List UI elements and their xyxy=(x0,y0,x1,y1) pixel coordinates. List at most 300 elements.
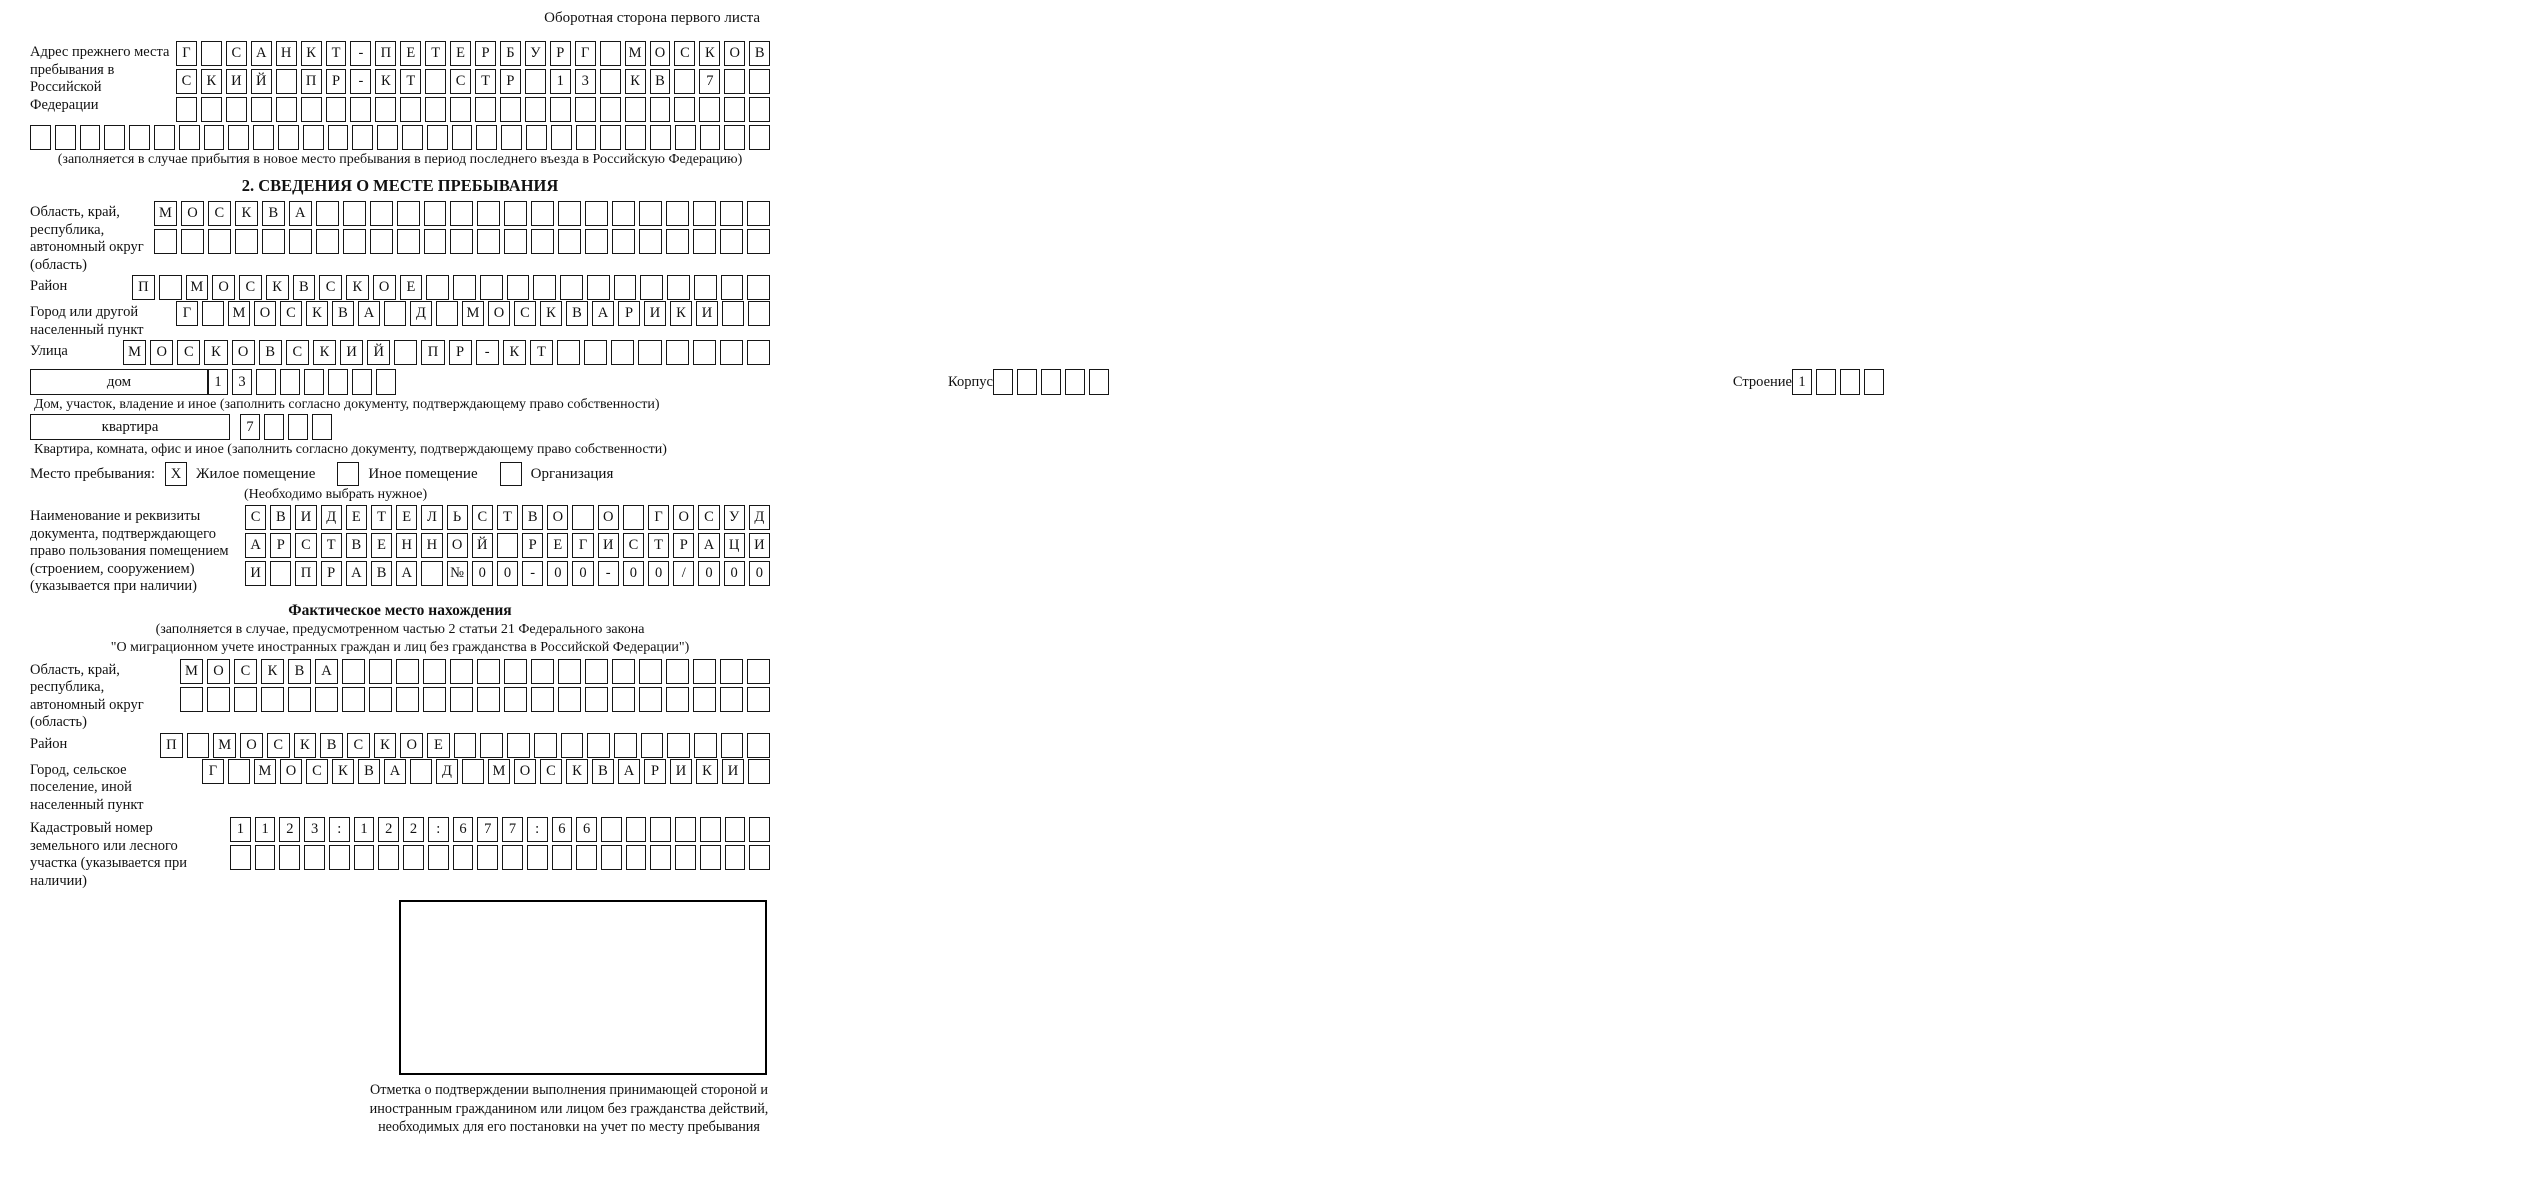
char-cell[interactable] xyxy=(526,125,547,150)
char-cell[interactable] xyxy=(650,125,671,150)
char-cell[interactable]: С xyxy=(226,41,247,66)
char-cell[interactable]: А xyxy=(245,533,266,558)
char-cell[interactable] xyxy=(675,125,696,150)
char-cell[interactable] xyxy=(675,817,696,842)
char-cell[interactable] xyxy=(454,733,477,758)
char-cell[interactable]: С xyxy=(514,301,536,326)
char-cell[interactable] xyxy=(550,97,571,122)
char-cell[interactable]: И xyxy=(340,340,363,365)
char-cell[interactable] xyxy=(202,301,224,326)
char-cell[interactable] xyxy=(477,201,500,226)
char-cell[interactable] xyxy=(638,340,661,365)
char-cell[interactable]: Д xyxy=(410,301,432,326)
char-cell[interactable] xyxy=(576,845,597,870)
char-cell[interactable]: - xyxy=(598,561,619,586)
char-cell[interactable] xyxy=(558,201,581,226)
char-cell[interactable]: С xyxy=(208,201,231,226)
char-cell[interactable]: 7 xyxy=(240,414,260,440)
char-cell[interactable]: С xyxy=(540,759,562,784)
char-cell[interactable] xyxy=(749,69,770,94)
char-cell[interactable] xyxy=(154,229,177,254)
char-cell[interactable] xyxy=(749,97,770,122)
char-cell[interactable]: П xyxy=(421,340,444,365)
char-cell[interactable]: Т xyxy=(530,340,553,365)
char-cell[interactable] xyxy=(533,275,556,300)
char-cell[interactable] xyxy=(587,275,610,300)
char-cell[interactable] xyxy=(666,687,689,712)
char-cell[interactable] xyxy=(587,733,610,758)
char-cell[interactable]: К xyxy=(204,340,227,365)
char-cell[interactable]: Е xyxy=(346,505,367,530)
char-cell[interactable] xyxy=(352,125,373,150)
char-cell[interactable] xyxy=(748,759,770,784)
char-cell[interactable] xyxy=(129,125,150,150)
char-cell[interactable] xyxy=(625,97,646,122)
char-cell[interactable]: Т xyxy=(497,505,518,530)
char-cell[interactable]: М xyxy=(123,340,146,365)
char-cell[interactable] xyxy=(531,201,554,226)
char-cell[interactable]: С xyxy=(176,69,197,94)
char-cell[interactable] xyxy=(384,301,406,326)
char-cell[interactable]: К xyxy=(566,759,588,784)
char-cell[interactable] xyxy=(261,687,284,712)
char-cell[interactable]: В xyxy=(288,659,311,684)
factual-region-row-1[interactable] xyxy=(180,659,770,684)
char-cell[interactable]: К xyxy=(332,759,354,784)
char-cell[interactable]: Г xyxy=(572,533,593,558)
char-cell[interactable] xyxy=(640,275,663,300)
char-cell[interactable] xyxy=(480,733,503,758)
char-cell[interactable] xyxy=(400,97,421,122)
char-cell[interactable]: 1 xyxy=(1792,369,1812,395)
char-cell[interactable] xyxy=(410,759,432,784)
char-cell[interactable]: М xyxy=(154,201,177,226)
char-cell[interactable] xyxy=(666,659,689,684)
char-cell[interactable] xyxy=(693,659,716,684)
char-cell[interactable]: К xyxy=(699,41,720,66)
char-cell[interactable]: 1 xyxy=(255,817,276,842)
char-cell[interactable]: Б xyxy=(500,41,521,66)
char-cell[interactable] xyxy=(253,125,274,150)
char-cell[interactable]: Е xyxy=(427,733,450,758)
char-cell[interactable]: Г xyxy=(575,41,596,66)
char-cell[interactable]: К xyxy=(503,340,526,365)
checkbox-organization[interactable] xyxy=(500,462,522,486)
char-cell[interactable]: Е xyxy=(450,41,471,66)
char-cell[interactable] xyxy=(375,97,396,122)
apartment-number-cells[interactable] xyxy=(240,414,980,440)
char-cell[interactable] xyxy=(747,229,770,254)
char-cell[interactable]: С xyxy=(267,733,290,758)
char-cell[interactable]: 0 xyxy=(749,561,770,586)
prev-address-row-3[interactable] xyxy=(176,97,770,122)
char-cell[interactable] xyxy=(693,340,716,365)
char-cell[interactable]: О xyxy=(254,301,276,326)
char-cell[interactable] xyxy=(585,659,608,684)
char-cell[interactable]: В xyxy=(358,759,380,784)
char-cell[interactable]: В xyxy=(749,41,770,66)
char-cell[interactable]: А xyxy=(358,301,380,326)
char-cell[interactable] xyxy=(176,97,197,122)
char-cell[interactable] xyxy=(749,845,770,870)
char-cell[interactable] xyxy=(639,229,662,254)
char-cell[interactable] xyxy=(312,414,332,440)
char-cell[interactable] xyxy=(641,733,664,758)
char-cell[interactable]: М xyxy=(488,759,510,784)
char-cell[interactable] xyxy=(354,845,375,870)
char-cell[interactable] xyxy=(276,97,297,122)
char-cell[interactable] xyxy=(276,69,297,94)
char-cell[interactable] xyxy=(402,125,423,150)
stroenie-cells[interactable] xyxy=(1792,369,2532,395)
char-cell[interactable] xyxy=(377,125,398,150)
char-cell[interactable] xyxy=(557,340,580,365)
char-cell[interactable] xyxy=(376,369,396,395)
char-cell[interactable] xyxy=(343,201,366,226)
char-cell[interactable]: 2 xyxy=(279,817,300,842)
char-cell[interactable] xyxy=(626,817,647,842)
char-cell[interactable] xyxy=(255,845,276,870)
char-cell[interactable]: О xyxy=(724,41,745,66)
char-cell[interactable] xyxy=(724,69,745,94)
char-cell[interactable] xyxy=(600,41,621,66)
char-cell[interactable] xyxy=(304,845,325,870)
char-cell[interactable] xyxy=(462,759,484,784)
char-cell[interactable]: С xyxy=(623,533,644,558)
char-cell[interactable]: О xyxy=(598,505,619,530)
char-cell[interactable]: К xyxy=(625,69,646,94)
char-cell[interactable]: М xyxy=(625,41,646,66)
char-cell[interactable] xyxy=(639,659,662,684)
char-cell[interactable] xyxy=(614,733,637,758)
char-cell[interactable] xyxy=(585,201,608,226)
char-cell[interactable]: К xyxy=(540,301,562,326)
char-cell[interactable]: А xyxy=(251,41,272,66)
char-cell[interactable]: Р xyxy=(618,301,640,326)
char-cell[interactable] xyxy=(427,125,448,150)
char-cell[interactable]: И xyxy=(722,759,744,784)
char-cell[interactable]: Р xyxy=(673,533,694,558)
prev-address-row-2[interactable] xyxy=(176,69,770,94)
char-cell[interactable]: А xyxy=(346,561,367,586)
char-cell[interactable] xyxy=(425,97,446,122)
char-cell[interactable] xyxy=(600,97,621,122)
char-cell[interactable] xyxy=(397,201,420,226)
char-cell[interactable] xyxy=(693,229,716,254)
char-cell[interactable] xyxy=(601,845,622,870)
city-row[interactable] xyxy=(176,301,770,326)
char-cell[interactable]: К xyxy=(266,275,289,300)
char-cell[interactable]: Т xyxy=(425,41,446,66)
char-cell[interactable]: К xyxy=(294,733,317,758)
char-cell[interactable] xyxy=(477,845,498,870)
char-cell[interactable]: Т xyxy=(475,69,496,94)
char-cell[interactable] xyxy=(396,659,419,684)
char-cell[interactable]: М xyxy=(213,733,236,758)
char-cell[interactable]: К xyxy=(375,69,396,94)
char-cell[interactable]: № xyxy=(447,561,468,586)
char-cell[interactable]: П xyxy=(301,69,322,94)
char-cell[interactable] xyxy=(423,659,446,684)
char-cell[interactable]: О xyxy=(232,340,255,365)
checkbox-other-premises[interactable] xyxy=(337,462,359,486)
char-cell[interactable] xyxy=(424,229,447,254)
char-cell[interactable]: 7 xyxy=(699,69,720,94)
char-cell[interactable]: Е xyxy=(547,533,568,558)
char-cell[interactable]: 0 xyxy=(472,561,493,586)
char-cell[interactable]: О xyxy=(207,659,230,684)
char-cell[interactable] xyxy=(342,687,365,712)
char-cell[interactable] xyxy=(480,275,503,300)
char-cell[interactable] xyxy=(396,687,419,712)
char-cell[interactable] xyxy=(748,301,770,326)
char-cell[interactable]: П xyxy=(295,561,316,586)
char-cell[interactable]: Т xyxy=(371,505,392,530)
char-cell[interactable] xyxy=(552,845,573,870)
char-cell[interactable] xyxy=(315,687,338,712)
char-cell[interactable] xyxy=(626,845,647,870)
char-cell[interactable] xyxy=(426,275,449,300)
char-cell[interactable]: К xyxy=(306,301,328,326)
char-cell[interactable] xyxy=(531,229,554,254)
char-cell[interactable] xyxy=(159,275,182,300)
char-cell[interactable]: 6 xyxy=(552,817,573,842)
char-cell[interactable]: К xyxy=(235,201,258,226)
char-cell[interactable]: 0 xyxy=(724,561,745,586)
korpus-cells[interactable] xyxy=(993,369,1733,395)
char-cell[interactable] xyxy=(280,369,300,395)
char-cell[interactable] xyxy=(693,687,716,712)
char-cell[interactable] xyxy=(666,201,689,226)
char-cell[interactable] xyxy=(725,817,746,842)
document-row-1[interactable] xyxy=(245,505,770,530)
char-cell[interactable] xyxy=(639,201,662,226)
char-cell[interactable] xyxy=(475,97,496,122)
char-cell[interactable]: В xyxy=(320,733,343,758)
char-cell[interactable]: С xyxy=(319,275,342,300)
char-cell[interactable]: А xyxy=(698,533,719,558)
char-cell[interactable] xyxy=(525,69,546,94)
char-cell[interactable]: А xyxy=(384,759,406,784)
char-cell[interactable] xyxy=(316,201,339,226)
char-cell[interactable]: В xyxy=(650,69,671,94)
char-cell[interactable]: 0 xyxy=(547,561,568,586)
char-cell[interactable]: Е xyxy=(396,505,417,530)
char-cell[interactable] xyxy=(558,659,581,684)
char-cell[interactable] xyxy=(328,125,349,150)
char-cell[interactable]: С xyxy=(674,41,695,66)
char-cell[interactable] xyxy=(477,659,500,684)
factual-district-row[interactable] xyxy=(160,733,770,758)
char-cell[interactable]: К xyxy=(261,659,284,684)
char-cell[interactable]: В xyxy=(293,275,316,300)
char-cell[interactable] xyxy=(558,687,581,712)
char-cell[interactable]: С xyxy=(306,759,328,784)
char-cell[interactable] xyxy=(724,97,745,122)
char-cell[interactable]: О xyxy=(673,505,694,530)
house-number-cells[interactable] xyxy=(208,369,948,395)
char-cell[interactable]: Г xyxy=(176,41,197,66)
char-cell[interactable] xyxy=(453,275,476,300)
char-cell[interactable] xyxy=(694,275,717,300)
checkbox-residential[interactable]: X xyxy=(165,462,187,486)
char-cell[interactable] xyxy=(207,687,230,712)
char-cell[interactable] xyxy=(450,97,471,122)
char-cell[interactable] xyxy=(378,845,399,870)
char-cell[interactable] xyxy=(80,125,101,150)
char-cell[interactable] xyxy=(180,687,203,712)
char-cell[interactable] xyxy=(369,659,392,684)
char-cell[interactable]: : xyxy=(329,817,350,842)
char-cell[interactable]: И xyxy=(295,505,316,530)
char-cell[interactable] xyxy=(234,687,257,712)
char-cell[interactable] xyxy=(625,125,646,150)
char-cell[interactable]: У xyxy=(724,505,745,530)
char-cell[interactable] xyxy=(425,69,446,94)
char-cell[interactable]: Н xyxy=(421,533,442,558)
char-cell[interactable] xyxy=(421,561,442,586)
char-cell[interactable] xyxy=(612,201,635,226)
char-cell[interactable]: Р xyxy=(270,533,291,558)
char-cell[interactable]: Д xyxy=(749,505,770,530)
char-cell[interactable] xyxy=(179,125,200,150)
char-cell[interactable] xyxy=(403,845,424,870)
char-cell[interactable]: М xyxy=(462,301,484,326)
char-cell[interactable] xyxy=(721,733,744,758)
prev-address-row-1[interactable] xyxy=(176,41,770,66)
char-cell[interactable] xyxy=(55,125,76,150)
char-cell[interactable]: С xyxy=(280,301,302,326)
char-cell[interactable] xyxy=(611,340,634,365)
char-cell[interactable] xyxy=(576,125,597,150)
char-cell[interactable] xyxy=(561,733,584,758)
char-cell[interactable] xyxy=(993,369,1013,395)
char-cell[interactable] xyxy=(650,817,671,842)
char-cell[interactable] xyxy=(747,201,770,226)
char-cell[interactable]: К xyxy=(374,733,397,758)
region-row-1[interactable] xyxy=(154,201,770,226)
char-cell[interactable]: М xyxy=(254,759,276,784)
char-cell[interactable] xyxy=(316,229,339,254)
char-cell[interactable] xyxy=(747,733,770,758)
char-cell[interactable]: 0 xyxy=(497,561,518,586)
char-cell[interactable] xyxy=(585,229,608,254)
char-cell[interactable] xyxy=(301,97,322,122)
char-cell[interactable]: А xyxy=(396,561,417,586)
char-cell[interactable] xyxy=(504,201,527,226)
char-cell[interactable]: С xyxy=(177,340,200,365)
char-cell[interactable] xyxy=(476,125,497,150)
char-cell[interactable] xyxy=(394,340,417,365)
char-cell[interactable] xyxy=(504,659,527,684)
char-cell[interactable]: М xyxy=(228,301,250,326)
char-cell[interactable] xyxy=(747,687,770,712)
char-cell[interactable]: О xyxy=(650,41,671,66)
char-cell[interactable] xyxy=(208,229,231,254)
document-row-3[interactable] xyxy=(245,561,770,586)
char-cell[interactable] xyxy=(747,275,770,300)
char-cell[interactable]: 6 xyxy=(576,817,597,842)
char-cell[interactable] xyxy=(666,340,689,365)
char-cell[interactable]: В xyxy=(259,340,282,365)
char-cell[interactable] xyxy=(1041,369,1061,395)
char-cell[interactable] xyxy=(572,505,593,530)
char-cell[interactable] xyxy=(262,229,285,254)
char-cell[interactable] xyxy=(504,229,527,254)
char-cell[interactable]: К xyxy=(346,275,369,300)
char-cell[interactable] xyxy=(504,687,527,712)
char-cell[interactable] xyxy=(747,340,770,365)
char-cell[interactable]: 6 xyxy=(453,817,474,842)
char-cell[interactable]: А xyxy=(592,301,614,326)
char-cell[interactable] xyxy=(436,301,458,326)
char-cell[interactable] xyxy=(693,201,716,226)
char-cell[interactable]: - xyxy=(476,340,499,365)
char-cell[interactable]: 2 xyxy=(378,817,399,842)
char-cell[interactable] xyxy=(288,687,311,712)
char-cell[interactable]: В xyxy=(371,561,392,586)
char-cell[interactable]: Е xyxy=(400,275,423,300)
char-cell[interactable]: А xyxy=(618,759,640,784)
char-cell[interactable]: М xyxy=(186,275,209,300)
char-cell[interactable] xyxy=(558,229,581,254)
char-cell[interactable]: Е xyxy=(371,533,392,558)
char-cell[interactable]: Р xyxy=(522,533,543,558)
char-cell[interactable] xyxy=(527,845,548,870)
char-cell[interactable] xyxy=(343,229,366,254)
char-cell[interactable] xyxy=(650,97,671,122)
char-cell[interactable] xyxy=(370,201,393,226)
char-cell[interactable] xyxy=(720,340,743,365)
cadastre-row-1[interactable] xyxy=(230,817,770,842)
char-cell[interactable]: П xyxy=(375,41,396,66)
char-cell[interactable]: О xyxy=(240,733,263,758)
char-cell[interactable]: 3 xyxy=(304,817,325,842)
char-cell[interactable]: Л xyxy=(421,505,442,530)
char-cell[interactable] xyxy=(1065,369,1085,395)
char-cell[interactable] xyxy=(187,733,210,758)
char-cell[interactable] xyxy=(551,125,572,150)
char-cell[interactable]: О xyxy=(514,759,536,784)
char-cell[interactable]: И xyxy=(749,533,770,558)
char-cell[interactable]: С xyxy=(286,340,309,365)
char-cell[interactable]: Й xyxy=(472,533,493,558)
char-cell[interactable] xyxy=(326,97,347,122)
char-cell[interactable]: Й xyxy=(251,69,272,94)
char-cell[interactable]: О xyxy=(373,275,396,300)
char-cell[interactable]: Т xyxy=(648,533,669,558)
char-cell[interactable] xyxy=(328,369,348,395)
char-cell[interactable]: О xyxy=(280,759,302,784)
char-cell[interactable] xyxy=(181,229,204,254)
char-cell[interactable]: Р xyxy=(326,69,347,94)
char-cell[interactable] xyxy=(724,125,745,150)
char-cell[interactable]: П xyxy=(132,275,155,300)
char-cell[interactable] xyxy=(749,817,770,842)
char-cell[interactable]: М xyxy=(180,659,203,684)
char-cell[interactable] xyxy=(369,687,392,712)
char-cell[interactable] xyxy=(201,41,222,66)
char-cell[interactable]: К xyxy=(670,301,692,326)
char-cell[interactable]: В xyxy=(332,301,354,326)
char-cell[interactable] xyxy=(675,845,696,870)
char-cell[interactable]: В xyxy=(522,505,543,530)
char-cell[interactable]: 1 xyxy=(550,69,571,94)
char-cell[interactable]: : xyxy=(428,817,449,842)
char-cell[interactable] xyxy=(251,97,272,122)
char-cell[interactable]: 1 xyxy=(230,817,251,842)
char-cell[interactable] xyxy=(500,97,521,122)
